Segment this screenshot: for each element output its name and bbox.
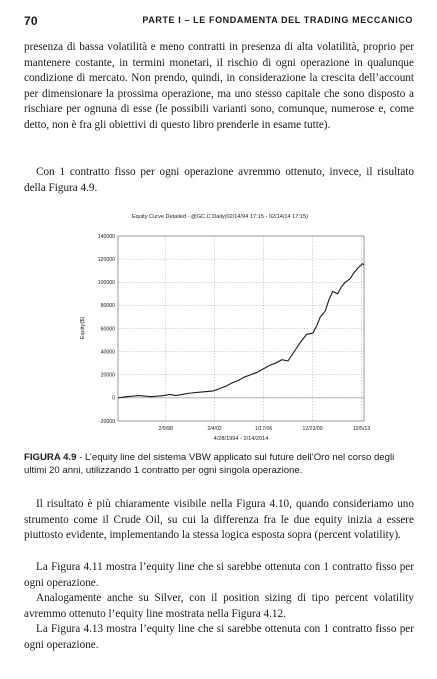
- page-number: 70: [24, 14, 38, 28]
- y-tick-label: 80000: [100, 303, 115, 310]
- caption-label: FIGURA 4.9: [24, 452, 77, 463]
- y-tick-label: 20000: [100, 372, 115, 379]
- figure-caption: [24, 452, 414, 477]
- y-tick-label: 140000: [97, 233, 115, 240]
- paragraph-figure-4-11: La Figura 4.11 mostra l’equity line che si sarebbe ottenuta con 1 contratto fisso per ogni operazione.: [24, 561, 414, 589]
- paragraph-fixed-contract: Con 1 contratto fisso per ogni operazione avremmo ottenuto, invece, il risultato della Figura 4.9.: [24, 166, 414, 194]
- y-tick-label: 100000: [97, 280, 115, 287]
- equity-curve-chart: [70, 210, 370, 442]
- x-tick-label: 12/5/13: [352, 426, 370, 432]
- x-tick-label: 2/9/98: [158, 426, 173, 432]
- x-tick-label: 12/23/09: [302, 426, 323, 432]
- y-tick-label: 60000: [100, 326, 115, 333]
- x-tick-label: 1/17/06: [254, 426, 273, 432]
- y-tick-label: 40000: [100, 349, 115, 356]
- running-head: [24, 14, 413, 28]
- paragraph-crude-oil: Il risultato è più chiaramente visibile nella Figura 4.10, quando consideriamo uno strumento come il Crude Oil, su cui la differenza fra le due equity inizia a essere piuttosto evidente, implementando la stessa logica esposta sopra (percent volatility).: [24, 498, 414, 542]
- y-tick-label: 120000: [97, 256, 115, 263]
- section-title: PARTE I – LE FONDAMENTA DEL TRADING MECCANICO: [142, 15, 413, 25]
- x-tick-label: 2/4/02: [207, 426, 222, 432]
- paragraph-figure-4-13: La Figura 4.13 mostra l’equity line che si sarebbe ottenuta con 1 contratto fisso per ogni operazione.: [24, 623, 414, 651]
- paragraph-silver: Analogamente anche su Silver, con il position sizing di tipo percent volatility avremmo ottenuto l’equity line mostrata nella Figura 4.12.: [24, 592, 414, 620]
- y-axis-label: Equity($): [80, 316, 86, 340]
- x-axis-label: 4/28/1994 - 2/14/2014: [213, 436, 269, 442]
- paragraph-volatility-sizing: presenza di bassa volatilità e meno contratti in presenza di alta volatilità, proprio per mantenere costante, in termini monetari, il rischio di ogni operazione in qualunque condizione di mercato. Non prendo, quindi, in considerazione la crescita dell’account per dimensionare la prossima operazione, ma uno stesso capitale che sono disposto a rischiare per ognuna di esse (le possibili varianti sono, comunque, numerose e, come detto, non è fra gli obiettivi di questo libro prenderle in esame tutte).: [24, 41, 414, 131]
- chart-title: Equity Curve Detailed - @GC.C Daily(02/14/94 17:15 - 02/14/14 17:15): [131, 214, 309, 220]
- y-tick-label: -20000: [98, 418, 115, 425]
- y-tick-label: 0: [112, 395, 115, 402]
- caption-text: - L’equity line del sistema VBW applicato sul future dell’Oro nel corso degli ultimi 20 anni, utilizzando 1 contratto per ogni singola operazione.: [24, 452, 395, 476]
- figure-4-9-chart: [70, 210, 370, 442]
